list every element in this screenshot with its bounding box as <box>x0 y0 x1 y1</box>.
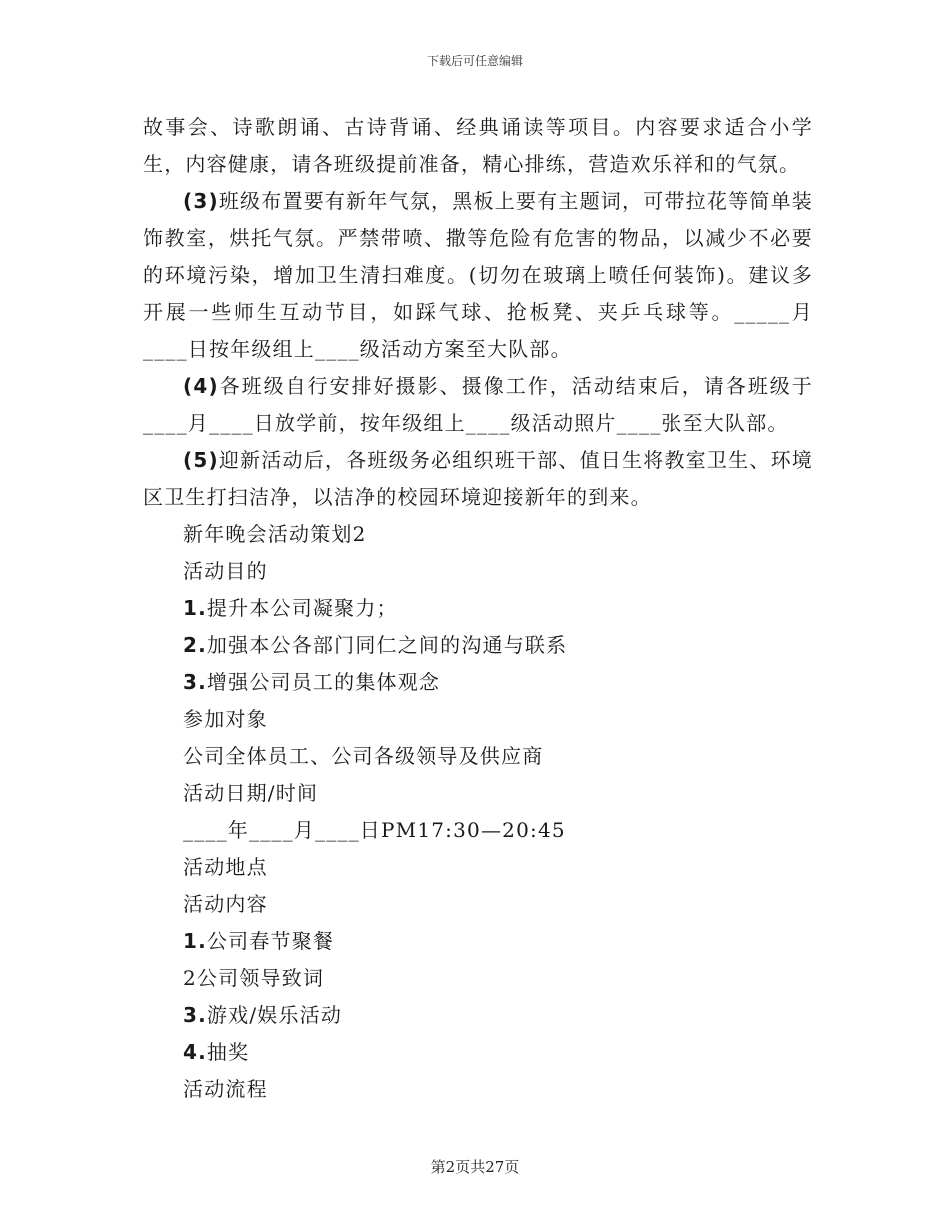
page-number: 第2页共27页 <box>430 1158 520 1176</box>
paragraph-1 <box>143 109 813 183</box>
line-text: 活动内容 <box>183 892 268 916</box>
item-number: 1. <box>183 929 207 953</box>
paragraph-text: 故事会、诗歌朗诵、古诗背诵、经典诵读等项目。内容要求适合小学生，内容健康，请各班级提前准备，精心排练，营造欢乐祥和的气氛。 <box>143 115 813 176</box>
line-text: 公司春节聚餐 <box>206 929 335 953</box>
item-number: 3. <box>183 1003 207 1027</box>
line-text: ____年____月____日PM17:30—20:45 <box>183 818 566 842</box>
paragraph-item-3 <box>143 183 813 368</box>
line-text: 新年晚会活动策划2 <box>183 522 367 546</box>
list-item <box>143 960 813 997</box>
list-item <box>143 1034 813 1071</box>
list-item <box>143 923 813 960</box>
line-text: 加强本公各部门同仁之间的沟通与联系 <box>206 633 568 657</box>
heading-activity-purpose <box>143 553 813 590</box>
list-item <box>143 627 813 664</box>
heading-location <box>143 849 813 886</box>
participants-text <box>143 738 813 775</box>
heading-participants <box>143 701 813 738</box>
date-time-text <box>143 812 813 849</box>
heading-date-time <box>143 775 813 812</box>
page-header-note: 下载后可任意编辑 <box>426 54 523 68</box>
paragraph-text: 迎新活动后，各班级务必组织班干部、值日生将教室卫生、环境区卫生打扫洁净，以洁净的校园环境迎接新年的到来。 <box>143 448 813 509</box>
line-text: 2公司领导致词 <box>183 966 325 990</box>
line-text: 游戏/娱乐活动 <box>206 1003 343 1027</box>
paragraph-item-4 <box>143 368 813 442</box>
item-number: (5) <box>183 448 219 472</box>
heading-content <box>143 886 813 923</box>
heading-process <box>143 1071 813 1108</box>
item-number: (4) <box>183 374 219 398</box>
line-text: 公司全体员工、公司各级领导及供应商 <box>183 744 544 768</box>
document-body <box>143 109 813 1108</box>
line-text: 增强公司员工的集体观念 <box>206 670 441 694</box>
section-title <box>143 516 813 553</box>
line-text: 参加对象 <box>183 707 268 731</box>
paragraph-item-5 <box>143 442 813 516</box>
line-text: 活动目的 <box>183 559 268 583</box>
line-text: 提升本公司凝聚力； <box>206 596 398 620</box>
line-text: 活动流程 <box>183 1077 268 1101</box>
list-item <box>143 590 813 627</box>
list-item <box>143 664 813 701</box>
item-number: 2. <box>183 633 207 657</box>
item-number: 1. <box>183 596 207 620</box>
paragraph-text: 班级布置要有新年气氛，黑板上要有主题词，可带拉花等简单装饰教室，烘托气氛。严禁带喷、撒等危险有危害的物品，以减少不必要的环境污染，增加卫生清扫难度。(切勿在玻璃上喷任何装饰)。建议多开展一些师生互动节目，如踩气球、抢板凳、夹乒乓球等。_____月____日按年级组上____级活动方案至大队部。 <box>143 189 813 361</box>
line-text: 活动日期/时间 <box>183 781 319 805</box>
item-number: 3. <box>183 670 207 694</box>
item-number: 4. <box>183 1040 207 1064</box>
list-item <box>143 997 813 1034</box>
line-text: 活动地点 <box>183 855 268 879</box>
paragraph-text: 各班级自行安排好摄影、摄像工作，活动结束后，请各班级于____月____日放学前，按年级组上____级活动照片____张至大队部。 <box>143 374 813 435</box>
item-number: (3) <box>183 189 219 213</box>
line-text: 抽奖 <box>206 1040 250 1064</box>
